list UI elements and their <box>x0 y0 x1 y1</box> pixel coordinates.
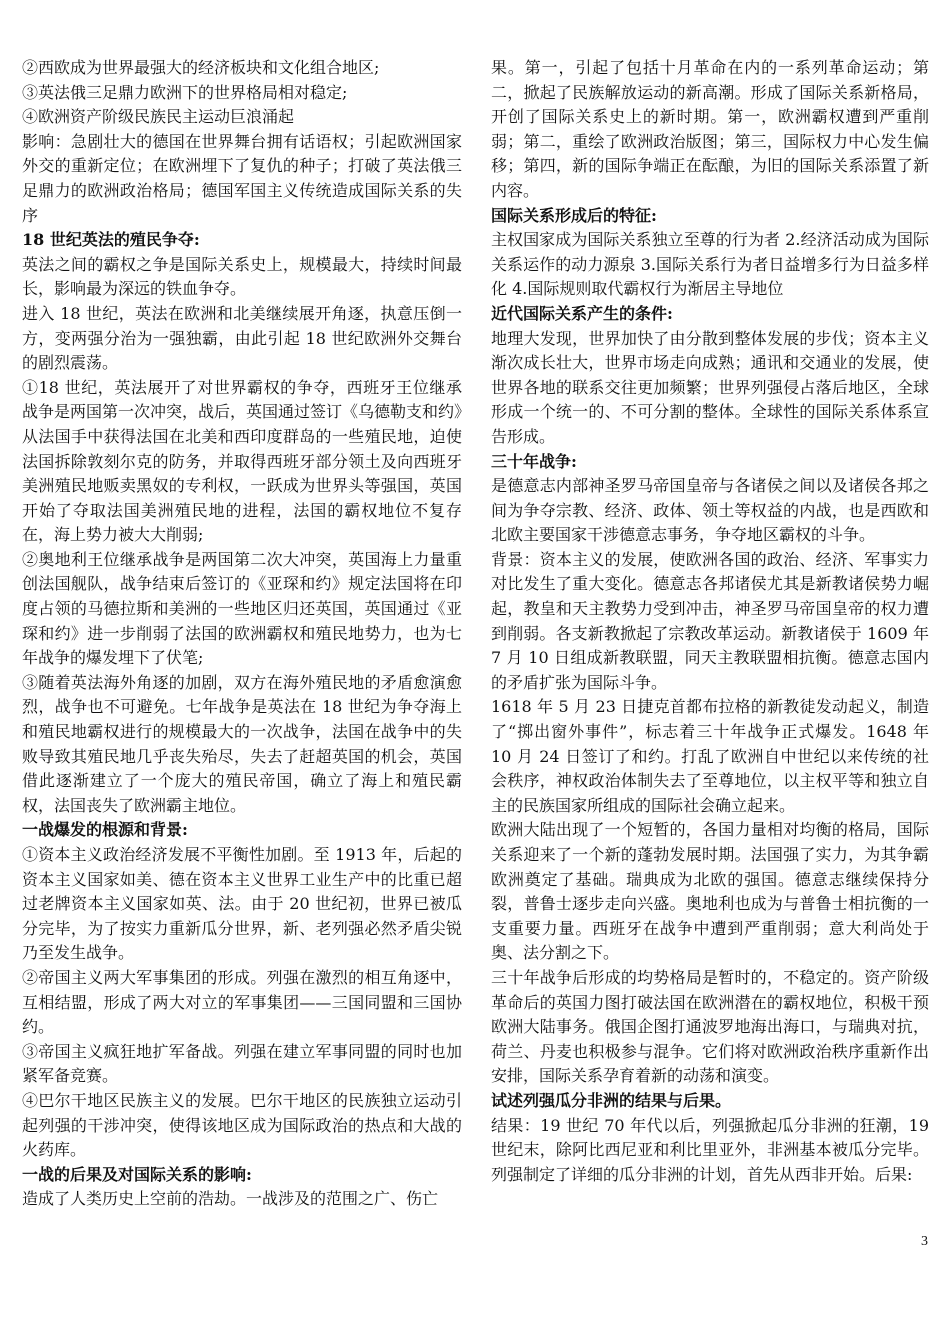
paragraph: ①18 世纪，英法展开了对世界霸权的争夺，西班牙王位继承战争是两国第一次冲突，战后，英国通过签订《乌德勒支和约》从法国手中获得法国在北美和西印度群岛的一些殖民地，迫使法国拆除敦刻尔克的防务，并取得西班牙部分领土及向西班牙美洲殖民地贩卖黑奴的专利权，一跃成为世界头等强国，英国开始了夺取法国美洲殖民地的进程，法国的霸权地位不复存在，海上势力被大大削弱; <box>22 377 463 545</box>
paragraph: ②帝国主义两大军事集团的形成。列强在激烈的相互角逐中，互相结盟，形成了两大对立的军事集团——三国同盟和三国协约。 <box>22 967 462 1037</box>
paragraph: ③帝国主义疯狂地扩军备战。列强在建立军事同盟的同时也加紧军备竞赛。 <box>22 1041 462 1086</box>
paragraph: ③随着英法海外角逐的加剧，双方在海外殖民地的矛盾愈演愈烈，战争也不可避免。七年战争是英法在 18 世纪为争夺海上和殖民地霸权进行的规模最大的一次战争，法国在战争中的失败导致其殖民地几乎丧失殆尽，失去了赶超英国的机会，英国借此逐渐建立了一个庞大的殖民帝国，确立了海上和殖民霸权，法国丧失了欧洲霸主地位。 <box>22 672 462 815</box>
paragraph: 影响：急剧壮大的德国在世界舞台拥有话语权；引起欧洲国家外交的重新定位；在欧洲埋下了复仇的种子；打破了英法俄三足鼎力的欧洲政治格局；德国军国主义传统造成国际关系的失序 <box>22 131 462 225</box>
paragraph: 果。第一，引起了包括十月革命在内的一系列革命运动；第二，掀起了民族解放运动的新高潮。形成了国际关系新格局，开创了国际关系史上的新时期。第一，欧洲霸权遭到严重削弱；第二，重绘了欧洲政治版图；第三，国际权力中心发生偏移；第四，新的国际争端正在酝酿，为旧的国际关系添置了新内容。 <box>491 58 929 200</box>
section-heading: 一战的后果及对国际关系的影响: <box>22 1164 252 1184</box>
section-heading: 三十年战争: <box>491 451 577 471</box>
section-heading: 近代国际关系产生的条件: <box>491 303 673 323</box>
paragraph: 背景：资本主义的发展，使欧洲各国的政治、经济、军事实力对比发生了重大变化。德意志各邦诸侯尤其是新教诸侯势力崛起，教皇和天主教势力受到冲击，神圣罗马帝国皇帝的权力遭到削弱。各支新教掀起了宗教改革运动。新教诸侯于 1609 年 7 月 10 日组成新教联盟，同天主教联盟相抗衡。德意志国内的矛盾扩张为国际斗争。 <box>491 549 929 692</box>
paragraph: 进入 18 世纪，英法在欧洲和北美继续展开角逐，执意压倒一方，变两强分治为一强独霸，由此引起 18 世纪欧洲外交舞台的剧烈震荡。 <box>22 303 462 373</box>
paragraph: ②奥地利王位继承战争是两国第二次大冲突，英国海上力量重创法国舰队，战争结束后签订的《亚琛和约》规定法国将在印度占领的马德拉斯和美洲的一些地区归还英国，英国通过《亚琛和约》进一步削弱了法国的欧洲霸权和殖民地势力，也为七年战争的爆发埋下了伏笔; <box>22 549 462 668</box>
paragraph: 英法之间的霸权之争是国际关系史上，规模最大，持续时间最长，影响最为深远的铁血争夺。 <box>22 254 462 299</box>
paragraph: 造成了人类历史上空前的浩劫。一战涉及的范围之广、伤亡 <box>22 1189 439 1209</box>
left-column <box>22 56 462 1212</box>
paragraph: 1618 年 5 月 23 日捷克首都布拉格的新教徒发动起义，制造了“掷出窗外事件”，标志着三十年战争正式爆发。1648 年 10 月 24 日签订了和约。打乱了欧洲自中世纪以来传统的社会秩序，神权政治体制失去了至尊地位，以主权平等和独立自主的民族国家所组成的国际社会确立起来。 <box>491 697 929 815</box>
paragraph: 欧洲大陆出现了一个短暂的，各国力量相对均衡的格局，国际关系迎来了一个新的蓬勃发展时期。法国强了实力，为其争霸欧洲奠定了基础。瑞典成为北欧的强国。德意志继续保持分裂，普鲁士逐步走向兴盛。奥地利也成为与普鲁士相抗衡的一支重要力量。西班牙在战争中遭到严重削弱；意大利尚处于奥、法分割之下。 <box>491 820 929 963</box>
section-heading: 一战爆发的根源和背景: <box>22 820 188 840</box>
paragraph: 地理大发现，世界加快了由分散到整体发展的步伐；资本主义渐次成长壮大，世界市场走向成熟；通讯和交通业的发展，使世界各地的联系交往更加频繁；世界列强侵占落后地区，全球形成一个统一的、不可分割的整体。全球性的国际关系体系宣告形成。 <box>491 328 929 446</box>
paragraph: ④欧洲资产阶级民族民主运动巨浪涌起 <box>22 107 295 127</box>
right-column <box>491 56 929 1187</box>
paragraph: 是德意志内部神圣罗马帝国皇帝与各诸侯之间以及诸侯各邦之间为争夺宗教、经济、政体、领土等权益的内战，也是西欧和北欧主要国家干涉德意志事务，争夺地区霸权的斗争。 <box>491 476 929 545</box>
paragraph: 主权国家成为国际关系独立至尊的行为者 2.经济活动成为国际关系运作的动力源泉 3.国际关系行为者日益增多行为日益多样化 4.国际规则取代霸权行为渐居主导地位 <box>491 230 929 299</box>
section-heading: 试述列强瓜分非洲的结果与后果。 <box>491 1090 732 1110</box>
paragraph: ③英法俄三足鼎力欧洲下的世界格局相对稳定; <box>22 82 348 102</box>
paragraph: ②西欧成为世界最强大的经济板块和文化组合地区; <box>22 58 380 77</box>
paragraph: ①资本主义政治经济发展不平衡性加剧。至 1913 年，后起的资本主义国家如美、德在资本主义世界工业生产中的比重已超过老牌资本主义国家如英、法。由于 20 世纪初，世界已被瓜分完毕，为了按实力重新瓜分世界，新、老列强必然矛盾尖锐乃至发生战争。 <box>22 845 462 963</box>
paragraph: ④巴尔干地区民族主义的发展。巴尔干地区的民族独立运动引起列强的干涉冲突，使得该地区成为国际政治的热点和大战的火药库。 <box>22 1090 462 1160</box>
section-heading: 18 世纪英法的殖民争夺: <box>22 230 200 250</box>
paragraph: 结果：19 世纪 70 年代以后，列强掀起瓜分非洲的狂潮，19 世纪末，除阿比西尼亚和利比里亚外，非洲基本被瓜分完毕。列强制定了详细的瓜分非洲的计划，首先从西非开始。后果: <box>491 1115 929 1184</box>
section-heading: 国际关系形成后的特征: <box>491 205 657 225</box>
page-number: 3 <box>921 1234 928 1249</box>
paragraph: 三十年战争后形成的均势格局是暂时的，不稳定的。资产阶级革命后的英国力图打破法国在欧洲潜在的霸权地位，积极干预欧洲大陆事务。俄国企图打通波罗地海出海口，与瑞典对抗，荷兰、丹麦也积极参与混争。它们将对欧洲政治秩序重新作出安排，国际关系孕育着新的动荡和演变。 <box>491 967 929 1086</box>
